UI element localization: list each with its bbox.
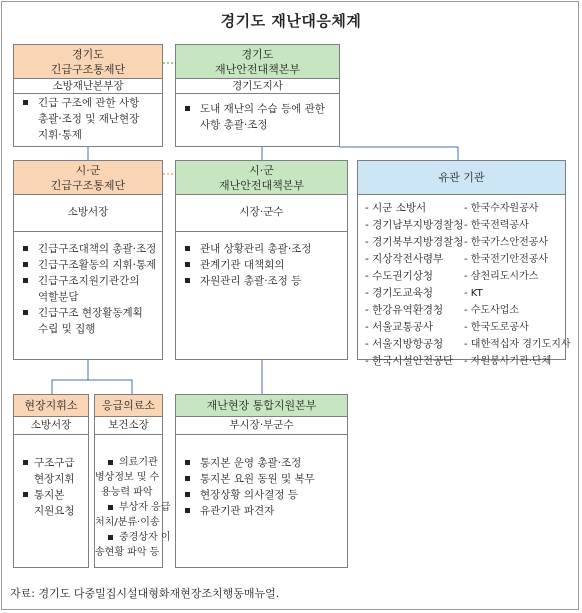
list-item: - KT	[464, 285, 571, 302]
list-item: 중경상자 이 송현황 파악 등	[95, 532, 171, 558]
emergency-medical-box	[94, 394, 171, 568]
box-header: 시·군 긴급구조통제단	[14, 161, 162, 195]
list-item: 부상자 응급 처치/분류·이송	[95, 502, 171, 528]
list-item: - 대한적십자 경기도지사	[464, 336, 571, 353]
link-city-hq-to-medical	[88, 380, 132, 394]
box-header: 유관 기관	[358, 161, 565, 195]
list-item: 긴급구조 현장활동계획 수립 및 집행	[14, 305, 162, 337]
list-item: - 경기남부지방경찰청	[365, 217, 463, 234]
list-item: - 한강유역환경청	[365, 302, 463, 319]
box-header: 응급의료소	[95, 395, 162, 417]
source-note: 자료: 경기도 다중밀집시설대형화재현장조치행동매뉴얼.	[10, 587, 280, 600]
box-head-officer: 부시장·부군수	[176, 417, 347, 435]
duty-list	[176, 241, 347, 289]
box-header: 재난현장 통합지원본부	[176, 395, 347, 417]
list-item: - 지상작전사령부	[365, 251, 463, 268]
agency-list-right	[464, 200, 571, 370]
link-city-hq-to-field	[52, 360, 88, 394]
list-item: - 한국가스안전공사	[464, 234, 571, 251]
box-header: 경기도 긴급구조통제단	[14, 45, 162, 79]
field-integrated-support-box	[175, 394, 348, 568]
box-head-officer: 시장·군수	[176, 205, 347, 219]
city-disaster-hq-box	[175, 160, 348, 360]
box-head-officer: 보건소장	[95, 417, 162, 435]
city-emergency-rescue-box	[13, 160, 163, 360]
list-item: - 서울교통공사	[365, 319, 463, 336]
field-command-post-box	[13, 394, 89, 568]
list-item: 유관기관 파견자	[176, 503, 347, 519]
box-head-officer: 소방서장	[14, 205, 162, 219]
list-item: - 수도사업소	[464, 302, 571, 319]
link-disaster-to-related	[340, 147, 458, 160]
box-head-officer: 소방재난본부장	[14, 79, 162, 94]
divider	[176, 231, 347, 232]
list-item: 긴급구조대책의 총괄·조정	[14, 241, 162, 257]
duty-list	[95, 455, 171, 560]
list-item: - 서울지방항공청	[365, 336, 463, 353]
list-item: - 한국시설안전공단	[365, 353, 463, 370]
box-head-officer: 소방서장	[14, 417, 88, 435]
list-item: - 한국전력공사	[464, 217, 571, 234]
agency-list-left	[365, 200, 463, 370]
list-item: - 한국수자원공사	[464, 200, 571, 217]
list-item: - 경기북부지방경찰청	[365, 234, 463, 251]
duty-list	[176, 455, 347, 519]
box-header: 경기도 재난안전대책본부	[176, 45, 339, 79]
list-item: - 자원봉사기관·단체	[464, 353, 571, 370]
divider	[14, 231, 162, 232]
list-item: 관계기관 대책회의	[176, 257, 347, 273]
box-header: 시·군 재난안전대책본부	[176, 161, 347, 195]
list-item: - 경기도교육청	[365, 285, 463, 302]
duty-list	[14, 455, 88, 519]
list-item: - 시군 소방서	[365, 200, 463, 217]
list-item: - 삼천리도시가스	[464, 268, 571, 285]
list-item: 도내 재난의 수습 등에 관한 사항 총괄·조정	[176, 101, 339, 133]
diagram-title: 경기도 재난대응체계	[220, 12, 362, 30]
list-item: 통지본 지원요청	[14, 487, 88, 519]
box-header: 현장지휘소	[14, 395, 88, 417]
list-item: 구조구급 현장지휘	[14, 455, 88, 487]
duty-list	[14, 241, 162, 337]
list-item: 의료기관 병상정보 및 수 용능력 파악	[95, 455, 162, 500]
list-item: - 한국전기안전공사	[464, 251, 571, 268]
gyeonggi-emergency-rescue-box	[13, 44, 163, 147]
list-item: 현장상황 의사결정 등	[176, 487, 347, 503]
related-agencies-box	[357, 160, 571, 367]
list-item: 긴급구조활동의 지휘·통제	[14, 257, 162, 273]
list-item: - 한국도로공사	[464, 319, 571, 336]
list-item: - 수도권기상청	[365, 268, 463, 285]
gyeonggi-disaster-hq-box	[175, 44, 340, 147]
duty-list	[176, 101, 339, 133]
list-item: 통지본 운영 총괄·조정	[176, 455, 347, 471]
list-item: 통지본 요원 동원 및 복무	[176, 471, 347, 487]
list-item: 긴급 구조에 관한 사항 총괄·조정 및 재난현장 지휘·통제	[14, 95, 162, 143]
list-item: 자원관리 총괄·조정 등	[176, 273, 347, 289]
list-item: 관내 상황관리 총괄·조정	[176, 241, 347, 257]
box-head-officer: 경기도지사	[176, 79, 339, 94]
list-item: 긴급구조지원기관간의 역할분담	[14, 273, 162, 305]
duty-list	[14, 95, 162, 143]
